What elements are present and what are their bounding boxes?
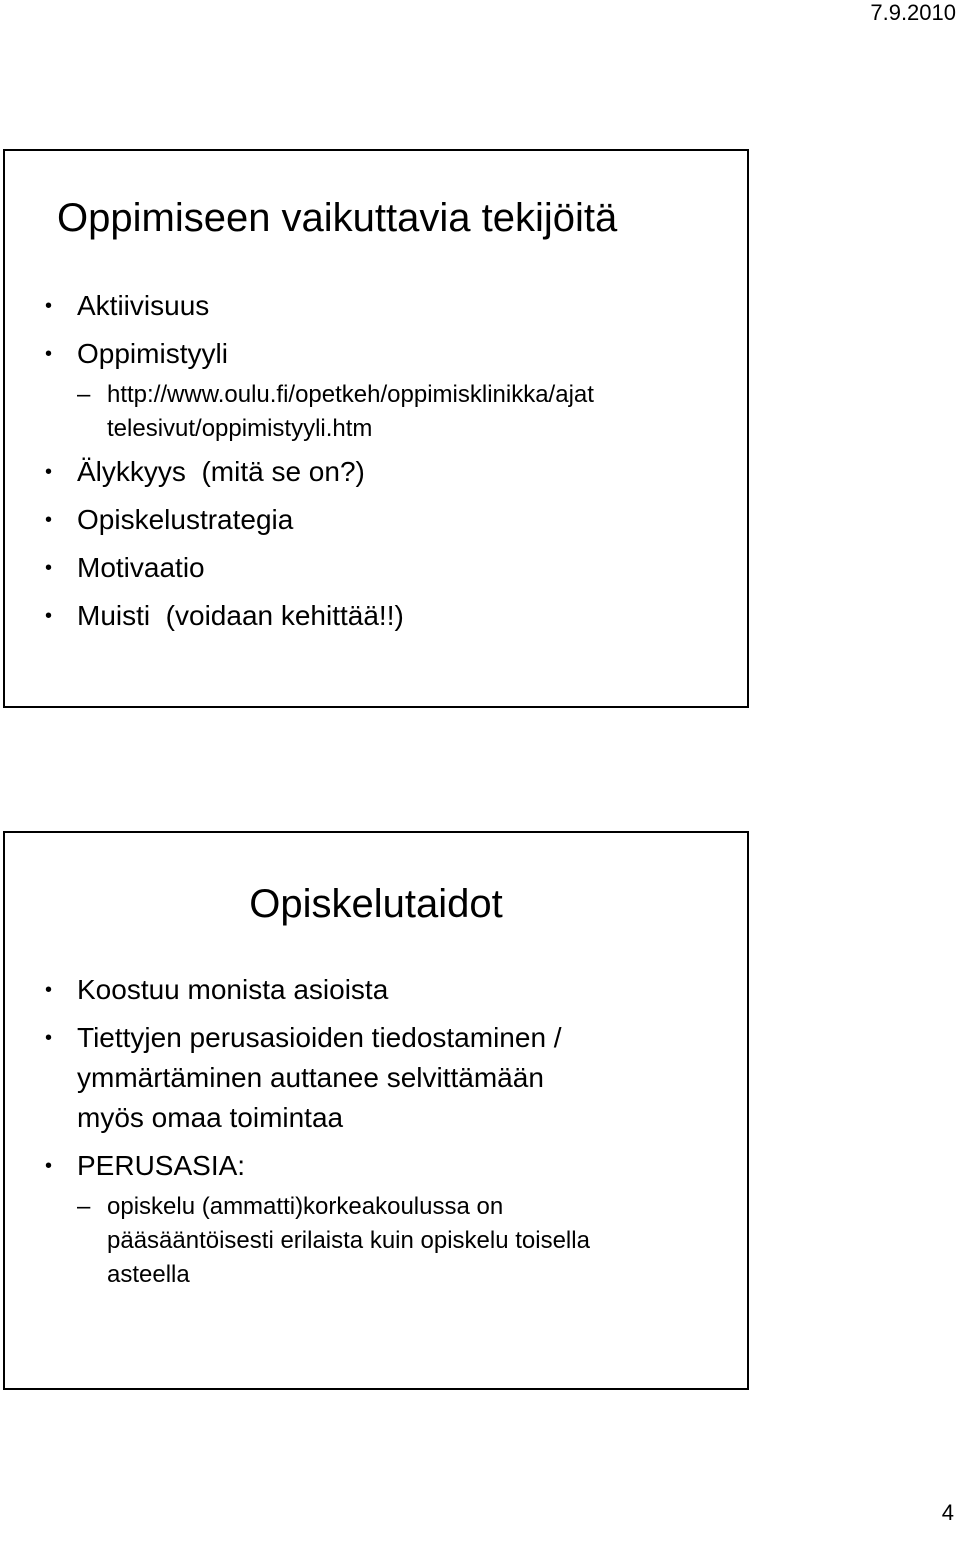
list-item-text: PERUSASIA: <box>77 1150 246 1181</box>
link-text: telesivut/oppimistyyli.htm <box>107 415 373 442</box>
list-item <box>45 1146 677 1186</box>
bullet-icon: • <box>45 343 53 365</box>
bullet-list <box>45 286 594 644</box>
list-item-text: myös omaa toimintaa <box>77 1102 344 1133</box>
list-item-text: Koostuu monista asioista <box>77 974 389 1005</box>
dash-icon: – <box>77 381 91 408</box>
list-item-text: ymmärtäminen auttanee selvittämään <box>77 1062 544 1093</box>
page-number: 4 <box>941 1500 954 1525</box>
list-item <box>45 334 594 374</box>
list-item <box>45 500 594 540</box>
list-item <box>45 452 594 492</box>
slide-title: Oppimiseen vaikuttavia tekijöitä <box>57 196 618 240</box>
sub-list-item <box>45 1190 677 1292</box>
list-item <box>45 548 594 588</box>
list-item <box>45 1018 677 1138</box>
list-item-text: Opiskelustrategia <box>77 504 294 535</box>
list-item <box>45 286 594 326</box>
list-item-text: Aktiivisuus <box>77 290 210 321</box>
link-text: http://www.oulu.fi/opetkeh/oppimisklinikka/ajat <box>107 381 594 408</box>
bullet-icon: • <box>45 295 53 317</box>
slide-title: Opiskelutaidot <box>249 882 503 926</box>
bullet-list <box>45 970 677 1298</box>
bullet-icon: • <box>45 1155 53 1177</box>
sub-list-item <box>45 378 594 446</box>
page-date: 7.9.2010 <box>870 0 956 25</box>
dash-icon: – <box>77 1193 91 1220</box>
bullet-icon: • <box>45 605 53 627</box>
list-item-text: Älykkyys (mitä se on?) <box>77 456 365 487</box>
bullet-icon: • <box>45 509 53 531</box>
sub-item-text: asteella <box>107 1261 190 1288</box>
list-item <box>45 970 677 1010</box>
list-item <box>45 596 594 636</box>
list-item-text: Motivaatio <box>77 552 205 583</box>
bullet-icon: • <box>45 557 53 579</box>
bullet-icon: • <box>45 1027 53 1049</box>
slide-frame <box>3 149 749 708</box>
bullet-icon: • <box>45 461 53 483</box>
sub-item-text: opiskelu (ammatti)korkeakoulussa on <box>107 1193 504 1220</box>
list-item-text: Tiettyjen perusasioiden tiedostaminen / <box>77 1022 562 1053</box>
slide-frame <box>3 831 749 1390</box>
list-item-text: Muisti (voidaan kehittää!!) <box>77 600 404 631</box>
bullet-icon: • <box>45 979 53 1001</box>
sub-item-text: pääsääntöisesti erilaista kuin opiskelu toisella <box>107 1227 590 1254</box>
list-item-text: Oppimistyyli <box>77 338 228 369</box>
